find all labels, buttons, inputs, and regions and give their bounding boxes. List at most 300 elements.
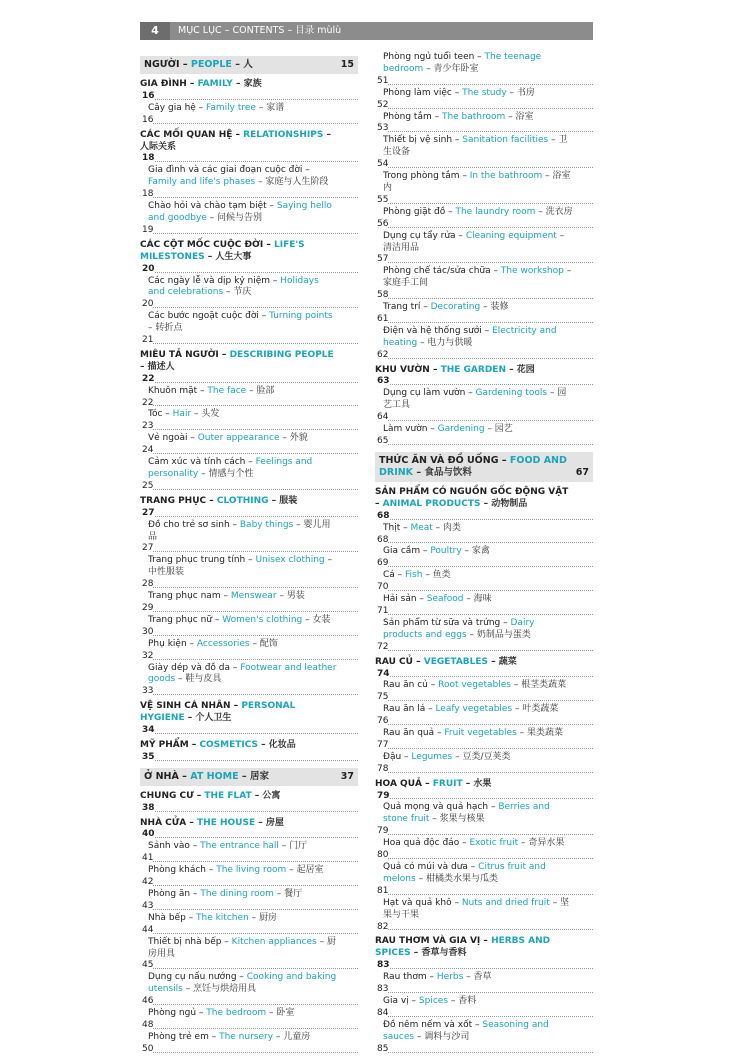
vietnamese-title: Phòng ngủ – [148, 1008, 207, 1019]
page-ref: 48 [142, 1019, 154, 1030]
vietnamese-title: Sản phẩm từ sữa và trứng – [383, 617, 511, 628]
subsection-entry[interactable] [375, 266, 593, 302]
vietnamese-title: Hạt và quả khô – [383, 897, 462, 908]
leader-dots [375, 519, 593, 520]
leader-dots [140, 760, 358, 761]
entry-title [140, 386, 358, 398]
subsection-entry[interactable] [140, 457, 358, 493]
english-title: Leafy vegetables [435, 704, 513, 715]
entry-title [375, 388, 593, 412]
leader-dots [375, 894, 593, 895]
entry-title [375, 523, 593, 535]
page-ref: 62 [377, 349, 389, 360]
subsection-entry[interactable] [375, 680, 593, 704]
entry-title [140, 865, 358, 877]
leader-dots [375, 1016, 593, 1017]
entry-title [140, 350, 358, 374]
english-title: In the bathroom [469, 171, 543, 182]
subsection-entry[interactable] [375, 704, 593, 728]
leader-dots [375, 748, 593, 749]
chinese-title: – 转折点 [148, 323, 183, 334]
subsection-entry[interactable] [375, 207, 593, 231]
chapter-heading[interactable] [140, 768, 358, 786]
entry-title [140, 913, 358, 925]
subsection-entry[interactable] [375, 618, 593, 654]
vietnamese-title: NGƯỜI – [144, 59, 191, 70]
leader-dots [375, 834, 593, 835]
entry-title [375, 802, 593, 826]
english-title: THE FLAT [204, 790, 252, 801]
chinese-title: – 洗衣房 [535, 206, 573, 217]
section-entry[interactable] [375, 365, 593, 389]
chinese-title: – 节庆 [223, 287, 252, 298]
entry-title [375, 546, 593, 558]
page-ref: 65 [377, 436, 389, 446]
leader-dots [140, 551, 358, 552]
leader-dots [140, 197, 358, 198]
english-title: Feelings and personality [148, 457, 313, 479]
subsection-entry[interactable] [140, 520, 358, 556]
page-ref: 30 [142, 626, 154, 637]
chinese-title: – 卫生设备 [383, 135, 568, 158]
subsection-entry[interactable] [375, 52, 593, 88]
chinese-title: – 厨房用具 [148, 936, 336, 959]
vietnamese-title: TRANG PHỤC – [140, 495, 217, 506]
vietnamese-title: Cá – [383, 570, 406, 581]
entry-title [375, 570, 593, 582]
page-ref: 19 [142, 224, 154, 235]
vietnamese-title: Thiết bị vệ sinh – [383, 135, 463, 146]
vietnamese-title: Trang phục nam – [148, 591, 231, 602]
vietnamese-title: Phòng giặt đồ – [383, 206, 456, 217]
leader-dots [140, 1028, 358, 1029]
subsection-entry[interactable] [375, 972, 593, 996]
subsection-entry[interactable] [375, 802, 593, 838]
chinese-title: – 家庭手工间 [383, 266, 572, 289]
leader-dots [375, 992, 593, 993]
vietnamese-title: Rau ăn lá – [383, 704, 436, 715]
chinese-title: – 居家 [238, 770, 269, 782]
english-title: Herbs [436, 972, 464, 983]
subsection-entry[interactable] [140, 1008, 358, 1032]
vietnamese-title: Cây gia hệ – [148, 102, 207, 113]
page-ref: 41 [142, 853, 154, 864]
subsection-entry[interactable] [375, 594, 593, 618]
vietnamese-title: RAU THƠM VÀ GIA VỊ – [375, 936, 492, 947]
english-title: Seasoning and sauces [383, 1019, 549, 1042]
vietnamese-title: MIÊU TẢ NGƯỜI – [140, 349, 230, 360]
page-ref: 43 [142, 900, 154, 911]
chinese-title: – 鱼类 [422, 570, 451, 581]
english-title: The laundry room [455, 206, 536, 217]
subsection-entry[interactable] [140, 386, 358, 410]
leader-dots [375, 929, 593, 930]
entry-title [140, 701, 358, 725]
english-title: Turning points [269, 311, 333, 322]
page-ref: 51 [377, 75, 389, 86]
subsection-entry[interactable] [375, 862, 593, 898]
leader-dots [140, 611, 358, 612]
page-ref: 76 [377, 716, 389, 727]
leader-dots [375, 84, 593, 85]
entry-title [375, 326, 593, 350]
vietnamese-title: CHUNG CƯ – [140, 790, 205, 801]
subsection-entry[interactable] [375, 898, 593, 934]
subsection-entry[interactable] [375, 88, 593, 112]
subsection-entry[interactable] [375, 523, 593, 547]
section-entry[interactable] [140, 740, 358, 764]
subsection-entry[interactable] [140, 591, 358, 615]
leader-dots [375, 108, 593, 109]
chinese-title: – 花园 [505, 364, 535, 375]
chinese-title: – 男装 [276, 591, 305, 602]
chinese-title: – 水果 [462, 778, 492, 789]
english-title: Women's clothing [222, 614, 303, 625]
english-title: The entrance hall [200, 841, 279, 852]
entry-title [375, 1020, 593, 1044]
page-ref: 81 [377, 885, 389, 896]
section-entry[interactable] [140, 240, 358, 276]
page-ref: 21 [142, 335, 154, 346]
page-ref: 24 [142, 445, 154, 456]
subsection-entry[interactable] [375, 326, 593, 362]
page-ref: 85 [377, 1043, 389, 1054]
leader-dots [140, 99, 358, 100]
entry-title [375, 657, 593, 669]
page-ref: 70 [377, 582, 389, 593]
vietnamese-title: Phòng khách – [148, 865, 217, 876]
entry-title [375, 898, 593, 922]
chinese-title: – 家禽 [461, 546, 490, 557]
entry-title [375, 302, 593, 314]
leader-dots [140, 811, 358, 812]
section-entry[interactable] [375, 487, 593, 523]
subsection-entry[interactable] [375, 231, 593, 267]
leader-dots [140, 123, 358, 124]
leader-dots [375, 384, 593, 385]
vietnamese-title: SẢN PHẨM CÓ NGUỒN GỐC ĐỘNG VẬT – [375, 486, 569, 509]
leader-dots [375, 542, 593, 543]
english-title: Root vegetables [438, 680, 511, 691]
section-entry[interactable] [140, 130, 358, 166]
subsection-entry[interactable] [375, 996, 593, 1020]
english-title: Accessories [196, 638, 250, 649]
english-title: FAMILY [197, 79, 233, 89]
chinese-title: – 奇异水果 [518, 838, 565, 849]
entry-title [140, 841, 358, 853]
page-ref: 78 [377, 763, 389, 774]
subsection-entry[interactable] [140, 165, 358, 201]
chinese-title: – 园艺 [484, 424, 513, 435]
section-entry[interactable] [375, 936, 593, 972]
subsection-entry[interactable] [140, 937, 358, 973]
page-ref: 53 [377, 123, 389, 134]
page-ref: 83 [377, 984, 389, 995]
section-entry[interactable] [375, 779, 593, 803]
english-title: Family tree [206, 102, 256, 113]
vietnamese-title: Dụng cụ nấu nướng – [148, 972, 247, 983]
chinese-title: – 化妆品 [258, 739, 296, 750]
page-ref: 32 [142, 650, 154, 661]
leader-dots [375, 444, 593, 445]
chinese-title: – 香草与香料 [410, 948, 467, 959]
subsection-entry[interactable] [140, 841, 358, 865]
english-title: The nursery [219, 1031, 274, 1042]
page-ref: 28 [142, 579, 154, 590]
subsection-entry[interactable] [140, 276, 358, 312]
entry-title [144, 771, 354, 783]
english-title: The bedroom [206, 1008, 267, 1019]
leader-dots [375, 322, 593, 323]
english-title: ANIMAL PRODUCTS [382, 498, 481, 509]
page-ref: 61 [377, 313, 389, 324]
section-entry[interactable] [140, 79, 358, 103]
english-title: Gardening [437, 424, 485, 435]
english-title: Cooking and baking utensils [148, 972, 337, 995]
entry-title [375, 752, 593, 764]
vietnamese-title: Phòng chế tác/sửa chữa – [383, 266, 501, 277]
chinese-title: – 奶制品与蛋类 [466, 629, 531, 640]
leader-dots [375, 700, 593, 701]
entry-title [375, 266, 593, 290]
subsection-entry[interactable] [375, 302, 593, 326]
vietnamese-title: Ở NHÀ – [144, 770, 191, 782]
page-ref: 71 [377, 605, 389, 616]
chinese-title: – 儿童房 [273, 1031, 311, 1042]
entry-title [140, 311, 358, 335]
subsection-entry[interactable] [375, 135, 593, 171]
vietnamese-title: MỸ PHẨM – [140, 739, 200, 750]
vietnamese-title: Trang phục trung tính – [148, 555, 256, 566]
subsection-entry[interactable] [375, 112, 593, 136]
vietnamese-title: Làm vườn – [383, 424, 438, 435]
subsection-entry[interactable] [140, 103, 358, 127]
english-title: Unisex clothing [255, 555, 325, 566]
english-title: Sanitation facilities [462, 135, 549, 146]
vietnamese-title: Tóc – [148, 409, 173, 420]
vietnamese-title: HOA QUẢ – [375, 778, 433, 789]
chinese-title: – 头发 [191, 409, 220, 420]
chinese-title: – 书房 [506, 87, 535, 98]
entry-title [140, 639, 358, 651]
subsection-entry[interactable] [140, 865, 358, 889]
page-ref: 54 [377, 159, 389, 170]
subsection-entry[interactable] [140, 201, 358, 237]
page-ref: 72 [377, 641, 389, 652]
english-title: Outer appearance [197, 433, 280, 444]
section-entry[interactable] [140, 496, 358, 520]
leader-dots [140, 968, 358, 969]
page-ref: 20 [142, 263, 155, 274]
entry-title [375, 996, 593, 1008]
chinese-title: – 门厅 [278, 841, 308, 852]
subsection-entry[interactable] [140, 409, 358, 433]
page-ref: 83 [377, 960, 390, 971]
page-ref: 75 [377, 692, 389, 703]
entry-title [140, 740, 358, 752]
english-title: DESCRIBING PEOPLE [229, 349, 334, 360]
vietnamese-title: Các bước ngoặt cuộc đời – [148, 311, 270, 322]
subsection-entry[interactable] [375, 388, 593, 424]
english-title: Berries and stone fruit [383, 802, 550, 825]
page-ref: 22 [142, 373, 155, 384]
page-ref: 40 [142, 829, 155, 840]
chapter-heading[interactable] [375, 452, 593, 482]
vietnamese-title: Cảm xúc và tính cách – [148, 457, 256, 468]
vietnamese-title: Gia cầm – [383, 546, 431, 557]
subsection-entry[interactable] [140, 889, 358, 913]
page-ref: 35 [142, 751, 155, 762]
english-title: Fruit vegetables [444, 728, 517, 739]
subsection-entry[interactable] [375, 752, 593, 776]
leader-dots [375, 724, 593, 725]
vietnamese-title: Thiết bị nhà bếp – [148, 936, 232, 947]
vietnamese-title: Vẻ ngoài – [148, 433, 198, 444]
section-entry[interactable] [375, 657, 593, 681]
leader-dots [140, 429, 358, 430]
subsection-entry[interactable] [140, 913, 358, 937]
leader-dots [140, 233, 358, 234]
chinese-title: – 厨房 [248, 912, 277, 923]
vietnamese-title: CÁC CỘT MỐC CUỘC ĐỜI – [140, 239, 275, 250]
section-entry[interactable] [140, 818, 358, 842]
chinese-title: – 青少年卧室 [423, 63, 479, 74]
leader-dots [140, 489, 358, 490]
subsection-entry[interactable] [140, 639, 358, 663]
entry-title [140, 937, 358, 961]
vietnamese-title: Hải sản – [383, 594, 427, 605]
english-title: CLOTHING [216, 495, 269, 506]
entry-title [375, 207, 593, 219]
vietnamese-title: VỆ SINH CÁ NHÂN – [140, 701, 242, 712]
subsection-entry[interactable] [375, 728, 593, 752]
subsection-entry[interactable] [140, 433, 358, 457]
page-ref: 27 [142, 543, 154, 554]
section-entry[interactable] [140, 791, 358, 815]
english-title: Saying hello and goodbye [148, 201, 332, 223]
subsection-entry[interactable] [140, 972, 358, 1008]
leader-dots [140, 933, 358, 934]
vietnamese-title: Phòng ngủ tuổi teen – [383, 52, 485, 62]
entry-title [140, 165, 358, 189]
english-title: PERSONAL HYGIENE [140, 701, 296, 724]
english-title: Holidays and celebrations [148, 275, 319, 298]
chinese-title: – 浆果与核果 [429, 814, 485, 825]
chinese-title: – 服装 [268, 495, 298, 506]
vietnamese-title: RAU CỦ – [375, 656, 424, 667]
entry-title [140, 791, 358, 803]
english-title: The bathroom [441, 111, 506, 122]
leader-dots [140, 405, 358, 406]
subsection-entry[interactable] [375, 838, 593, 862]
leader-dots [375, 798, 593, 799]
page-ref: 55 [377, 194, 389, 205]
entry-title [375, 365, 593, 377]
entry-title [375, 972, 593, 984]
subsection-entry[interactable] [140, 555, 358, 591]
entry-title [375, 704, 593, 716]
english-title: COSMETICS [199, 739, 259, 750]
english-title: Cleaning equipment [465, 230, 557, 241]
chinese-title: – 柑橘类水果与瓜类 [415, 873, 498, 884]
english-title: FRUIT [432, 778, 463, 789]
english-title: The face [207, 385, 247, 396]
subsection-entry[interactable] [140, 1032, 358, 1056]
leader-dots [140, 161, 358, 162]
section-entry[interactable] [140, 701, 358, 737]
english-title: HERBS AND SPICES [375, 936, 551, 959]
subsection-entry[interactable] [375, 1020, 593, 1056]
entry-title [140, 240, 358, 264]
chinese-title: – 人际关系 [140, 129, 332, 152]
chinese-title: – 豆类/豆荚类 [452, 751, 511, 762]
vietnamese-title: Chào hỏi và chào tạm biệt – [148, 201, 277, 212]
section-entry[interactable] [140, 350, 358, 386]
page-ref: 42 [142, 877, 154, 888]
page-ref: 52 [377, 99, 389, 110]
chinese-title: – 房屋 [255, 817, 284, 828]
subsection-entry[interactable] [140, 663, 358, 699]
vietnamese-title: Trong phòng tắm – [383, 171, 470, 182]
entry-title [140, 663, 358, 687]
leader-dots [375, 1052, 593, 1053]
chinese-title: – 食品与饮料 [413, 466, 472, 478]
english-title: Legumes [411, 751, 453, 762]
entry-title [375, 728, 593, 740]
vietnamese-title: Khuôn mặt – [148, 385, 208, 396]
english-title: Exotic fruit [469, 838, 519, 849]
vietnamese-title: Quả mọng và quả hạch – [383, 802, 499, 813]
chapter-heading[interactable] [140, 56, 358, 74]
subsection-entry[interactable] [140, 311, 358, 347]
chinese-title: – 动物制品 [480, 498, 528, 509]
entry-title [375, 52, 593, 76]
entry-title [140, 591, 358, 603]
english-title: LIFE'S MILESTONES [140, 239, 305, 262]
page-ref: 15 [340, 59, 354, 70]
leader-dots [375, 298, 593, 299]
leader-dots [140, 837, 358, 838]
page-ref: 68 [377, 510, 390, 521]
entry-title [375, 779, 593, 791]
subsection-entry[interactable] [375, 546, 593, 570]
page-ref: 16 [142, 114, 154, 125]
entry-title [375, 862, 593, 886]
subsection-entry[interactable] [140, 615, 358, 639]
vietnamese-title: Rau ăn quả – [383, 728, 445, 739]
leader-dots [140, 733, 358, 734]
chinese-title: – 园艺工具 [383, 388, 567, 411]
chinese-title: – 烹饪与烘焙用具 [182, 984, 257, 995]
subsection-entry[interactable] [375, 171, 593, 207]
leader-dots [140, 453, 358, 454]
chinese-title: – 坚果与干果 [383, 897, 569, 920]
vietnamese-title: Phòng trẻ em – [148, 1031, 220, 1042]
subsection-entry[interactable] [375, 570, 593, 594]
chinese-title: – 电力与供暖 [417, 337, 473, 348]
page-ref: 63 [377, 376, 390, 387]
page-ref: 34 [142, 725, 155, 736]
leader-dots [140, 587, 358, 588]
chinese-title: – 根茎类蔬菜 [510, 680, 567, 691]
leader-dots [140, 382, 358, 383]
subsection-entry[interactable] [375, 424, 593, 448]
toc-column-right [375, 52, 593, 1056]
vietnamese-title: Rau ăn củ – [383, 680, 439, 691]
leader-dots [140, 1004, 358, 1005]
chinese-title: – 外貌 [279, 433, 308, 444]
page-ref: 37 [340, 770, 354, 782]
